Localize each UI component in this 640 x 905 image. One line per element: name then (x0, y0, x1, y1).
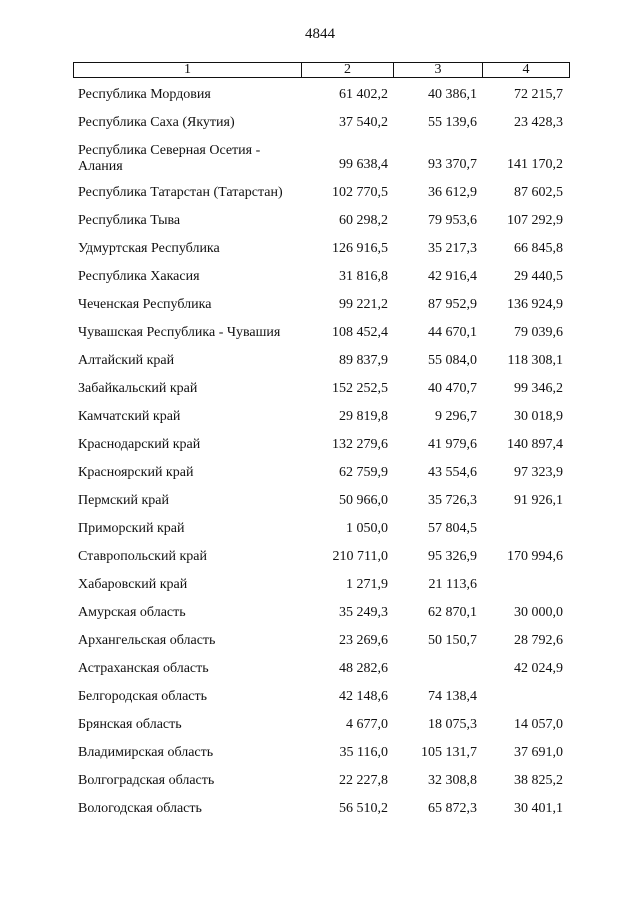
region-name: Астраханская область (78, 661, 209, 676)
table-row (0, 710, 640, 738)
table-row (0, 766, 640, 794)
region-name: Республика Тыва (78, 213, 181, 228)
value-col-2: 4 677,0 (346, 717, 388, 732)
value-col-2: 99 221,2 (339, 297, 388, 312)
value-col-3: 35 217,3 (428, 241, 477, 256)
value-col-4: 14 057,0 (514, 717, 563, 732)
table-row (0, 542, 640, 570)
value-col-2: 152 252,5 (332, 381, 388, 396)
value-col-2: 89 837,9 (339, 353, 388, 368)
value-col-4: 30 000,0 (514, 605, 563, 620)
region-name: Вологодская область (78, 801, 202, 816)
region-name: Республика Саха (Якутия) (78, 115, 235, 130)
table-row (0, 430, 640, 458)
region-name: Алтайский край (78, 353, 175, 368)
column-header-4: 4 (483, 63, 570, 78)
value-col-3: 40 470,7 (428, 381, 477, 396)
value-col-2: 62 759,9 (339, 465, 388, 480)
value-col-3: 40 386,1 (428, 87, 477, 102)
value-col-2: 132 279,6 (332, 437, 388, 452)
value-col-3: 74 138,4 (428, 689, 477, 704)
value-col-2: 23 269,6 (339, 633, 388, 648)
value-col-4: 141 170,2 (507, 157, 563, 172)
table-row (0, 108, 640, 136)
column-header-table (73, 62, 570, 78)
value-col-3: 65 872,3 (428, 801, 477, 816)
table-row (0, 178, 640, 206)
value-col-3: 9 296,7 (435, 409, 477, 424)
table-row (0, 346, 640, 374)
data-rows (0, 80, 640, 822)
region-name: Архангельская область (78, 633, 216, 648)
value-col-3: 62 870,1 (428, 605, 477, 620)
region-name: Чеченская Республика (78, 297, 212, 312)
value-col-4: 38 825,2 (514, 773, 563, 788)
value-col-4: 42 024,9 (514, 661, 563, 676)
value-col-3: 57 804,5 (428, 521, 477, 536)
value-col-2: 37 540,2 (339, 115, 388, 130)
page-number: 4844 (305, 26, 335, 42)
table-row (0, 234, 640, 262)
column-header-row (74, 63, 570, 78)
value-col-3: 43 554,6 (428, 465, 477, 480)
value-col-4: 30 018,9 (514, 409, 563, 424)
value-col-4: 140 897,4 (507, 437, 563, 452)
value-col-4: 30 401,1 (514, 801, 563, 816)
table-row (0, 318, 640, 346)
value-col-2: 210 711,0 (332, 549, 388, 564)
value-col-3: 36 612,9 (428, 185, 477, 200)
table-row (0, 514, 640, 542)
table-row (0, 626, 640, 654)
value-col-2: 31 816,8 (339, 269, 388, 284)
table-row (0, 136, 640, 178)
region-name: Волгоградская область (78, 773, 215, 788)
table-row (0, 570, 640, 598)
value-col-4: 72 215,7 (514, 87, 563, 102)
value-col-2: 48 282,6 (339, 661, 388, 676)
value-col-2: 50 966,0 (339, 493, 388, 508)
table-row (0, 738, 640, 766)
value-col-3: 44 670,1 (428, 325, 477, 340)
value-col-4: 29 440,5 (514, 269, 563, 284)
region-name: Забайкальский край (78, 381, 198, 396)
table-row (0, 458, 640, 486)
value-col-4: 136 924,9 (507, 297, 563, 312)
region-name: Приморский край (78, 521, 185, 536)
region-name: Республика Мордовия (78, 87, 211, 102)
value-col-4: 91 926,1 (514, 493, 563, 508)
region-name: Республика Татарстан (Татарстан) (78, 185, 283, 200)
value-col-2: 1 271,9 (346, 577, 388, 592)
region-name: Брянская область (78, 717, 182, 732)
value-col-3: 32 308,8 (428, 773, 477, 788)
value-col-2: 60 298,2 (339, 213, 388, 228)
table-row (0, 654, 640, 682)
table-row (0, 794, 640, 822)
value-col-4: 99 346,2 (514, 381, 563, 396)
region-name: Камчатский край (78, 409, 181, 424)
table-row (0, 290, 640, 318)
value-col-4: 79 039,6 (514, 325, 563, 340)
value-col-4: 118 308,1 (507, 353, 563, 368)
table-row (0, 402, 640, 430)
value-col-4: 28 792,6 (514, 633, 563, 648)
value-col-4: 23 428,3 (514, 115, 563, 130)
region-name: Амурская область (78, 605, 186, 620)
value-col-4: 37 691,0 (514, 745, 563, 760)
value-col-4: 66 845,8 (514, 241, 563, 256)
value-col-3: 18 075,3 (428, 717, 477, 732)
region-name: Краснодарский край (78, 437, 201, 452)
region-name: Ставропольский край (78, 549, 207, 564)
region-name: Пермский край (78, 493, 169, 508)
table-row (0, 206, 640, 234)
region-name: Чувашская Республика - Чувашия (78, 325, 281, 340)
value-col-3: 105 131,7 (421, 745, 477, 760)
value-col-2: 35 249,3 (339, 605, 388, 620)
value-col-3: 21 113,6 (428, 577, 477, 592)
region-name: Удмуртская Республика (78, 241, 220, 256)
table-row (0, 374, 640, 402)
value-col-3: 95 326,9 (428, 549, 477, 564)
value-col-4: 107 292,9 (507, 213, 563, 228)
value-col-4: 170 994,6 (507, 549, 563, 564)
region-name: Республика Северная Осетия - Алания (78, 143, 261, 174)
value-col-2: 56 510,2 (339, 801, 388, 816)
value-col-2: 42 148,6 (339, 689, 388, 704)
value-col-3: 93 370,7 (428, 157, 477, 172)
table-row (0, 682, 640, 710)
region-name: Республика Хакасия (78, 269, 200, 284)
region-name: Красноярский край (78, 465, 194, 480)
column-header-3: 3 (394, 63, 483, 78)
value-col-4: 97 323,9 (514, 465, 563, 480)
value-col-3: 55 139,6 (428, 115, 477, 130)
column-header-2: 2 (302, 63, 394, 78)
value-col-2: 102 770,5 (332, 185, 388, 200)
value-col-2: 108 452,4 (332, 325, 388, 340)
table-row (0, 486, 640, 514)
value-col-3: 35 726,3 (428, 493, 477, 508)
region-name: Хабаровский край (78, 577, 188, 592)
value-col-2: 61 402,2 (339, 87, 388, 102)
region-name: Белгородская область (78, 689, 208, 704)
value-col-3: 42 916,4 (428, 269, 477, 284)
table-row (0, 262, 640, 290)
value-col-2: 22 227,8 (339, 773, 388, 788)
value-col-2: 1 050,0 (346, 521, 388, 536)
table-row (0, 80, 640, 108)
column-header-1: 1 (74, 63, 302, 78)
region-name: Владимирская область (78, 745, 214, 760)
value-col-3: 55 084,0 (428, 353, 477, 368)
value-col-4: 87 602,5 (514, 185, 563, 200)
value-col-3: 50 150,7 (428, 633, 477, 648)
value-col-3: 87 952,9 (428, 297, 477, 312)
value-col-2: 99 638,4 (339, 157, 388, 172)
table-row (0, 598, 640, 626)
value-col-3: 79 953,6 (428, 213, 477, 228)
value-col-2: 35 116,0 (339, 745, 388, 760)
value-col-3: 41 979,6 (428, 437, 477, 452)
value-col-2: 29 819,8 (339, 409, 388, 424)
value-col-2: 126 916,5 (332, 241, 388, 256)
